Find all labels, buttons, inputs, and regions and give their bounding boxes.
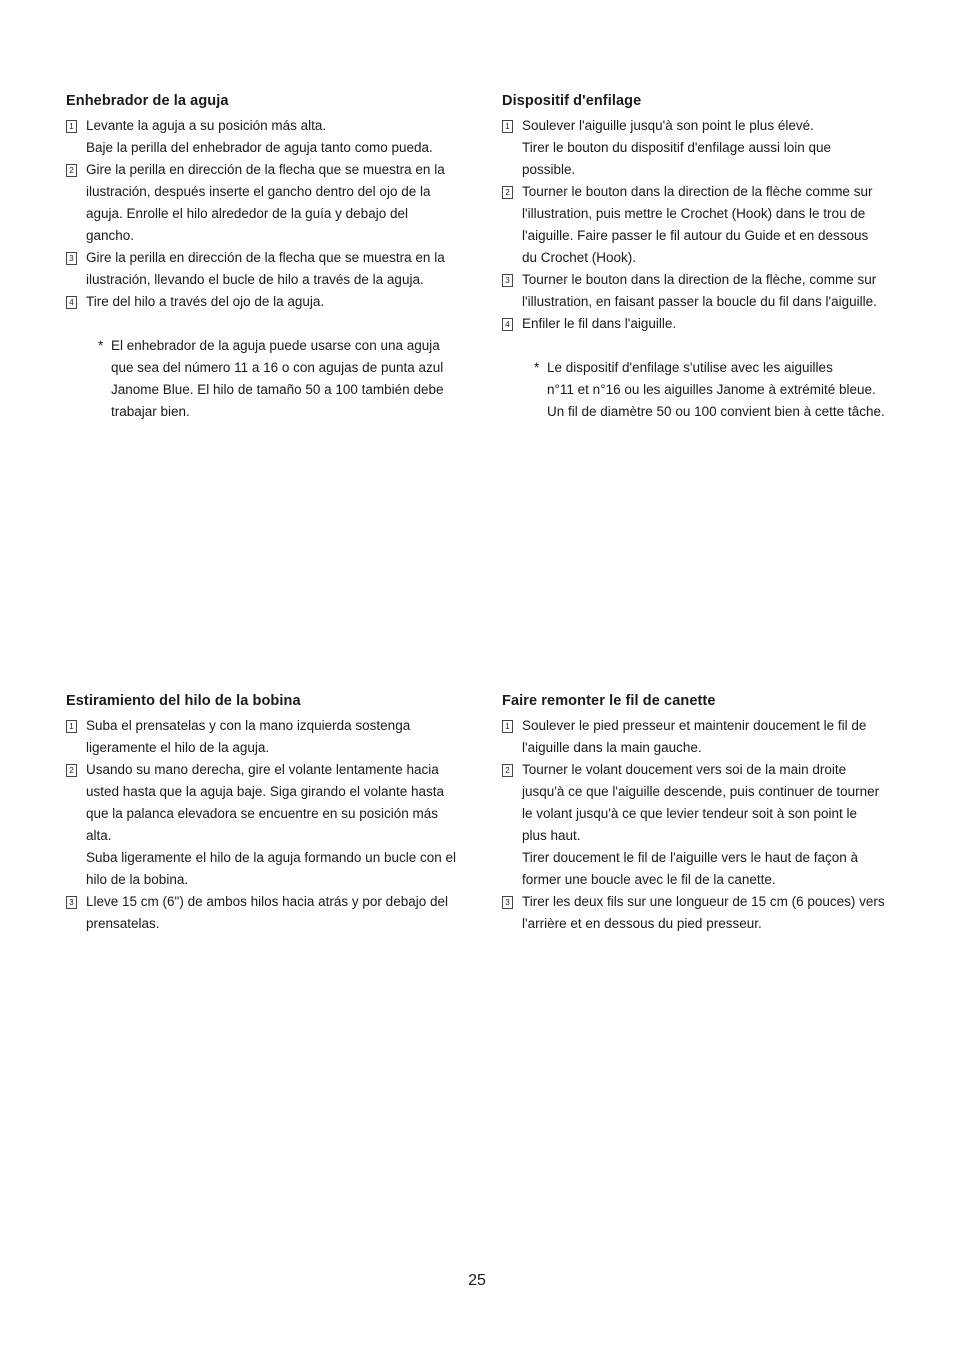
section-title: Dispositif d'enfilage	[502, 93, 642, 109]
step-line: Soulever le pied presseur et maintenir doucement le fil de	[522, 718, 867, 733]
note-line: Le dispositif d'enfilage s'utilise avec les aiguilles	[547, 360, 833, 375]
section-title: Enhebrador de la aguja	[66, 93, 229, 109]
step-line: ligeramente el hilo de la aguja.	[86, 740, 270, 755]
step-line: Gire la perilla en dirección de la flecha que se muestra en la	[86, 250, 445, 265]
step-line: Soulever l'aiguille jusqu'à son point le plus élevé.	[522, 118, 814, 133]
step-4	[502, 313, 932, 335]
step-line: ilustración, después inserte el gancho dentro del ojo de la	[86, 184, 431, 199]
step-3	[502, 891, 932, 935]
step-number-box: 2	[502, 186, 513, 199]
step-line: l'illustration, puis mettre le Crochet (Hook) dans le trou de	[522, 206, 866, 221]
section-estiramiento-hilo-bobina	[66, 691, 491, 935]
step-line: Enfiler le fil dans l'aiguille.	[522, 316, 677, 331]
step-line: Lleve 15 cm (6") de ambos hilos hacia atrás y por debajo del	[86, 894, 448, 909]
step-line: l'aiguille. Faire passer le fil autour du Guide et en dessous	[522, 228, 869, 243]
step-1	[502, 715, 932, 759]
step-number-box: 4	[66, 296, 77, 309]
note-line: trabajar bien.	[111, 404, 190, 419]
step-1	[502, 115, 932, 181]
step-line: Tirer le bouton du dispositif d'enfilage aussi loin que	[522, 140, 832, 155]
asterisk-marker: *	[534, 360, 540, 375]
step-line: aguja. Enrolle el hilo alrededor de la guía y debajo del	[86, 206, 408, 221]
step-line: plus haut.	[522, 828, 581, 843]
step-line: prensatelas.	[86, 916, 160, 931]
step-line: jusqu'à ce que l'aiguille descende, puis continuer de tourner	[522, 784, 880, 799]
step-line: possible.	[522, 162, 576, 177]
step-number-box: 1	[502, 120, 513, 133]
step-number-box: 1	[66, 120, 77, 133]
step-number-box: 3	[66, 896, 77, 909]
step-line: Tire del hilo a través del ojo de la aguja.	[86, 294, 325, 309]
note-line: Un fil de diamètre 50 ou 100 convient bien à cette tâche.	[547, 404, 885, 419]
step-1	[66, 715, 491, 759]
step-3	[66, 891, 491, 935]
step-line: hilo de la bobina.	[86, 872, 189, 887]
step-4	[66, 291, 491, 313]
step-line: usted hasta que la aguja baje. Siga girando el volante hasta	[86, 784, 445, 799]
step-line: Tourner le bouton dans la direction de la flèche, comme sur	[522, 272, 877, 287]
note-line: que sea del número 11 a 16 o con agujas de punta azul	[111, 360, 444, 375]
note	[66, 335, 491, 423]
step-number-box: 3	[66, 252, 77, 265]
asterisk-marker: *	[98, 338, 104, 353]
step-1	[66, 115, 491, 159]
step-number-box: 4	[502, 318, 513, 331]
step-line: Baje la perilla del enhebrador de aguja tanto como pueda.	[86, 140, 433, 155]
step-2	[66, 759, 491, 891]
step-number-box: 2	[502, 764, 513, 777]
step-line: Tirer doucement le fil de l'aiguille vers le haut de façon à	[522, 850, 859, 865]
note	[502, 357, 932, 423]
step-line: Tourner le volant doucement vers soi de la main droite	[522, 762, 847, 777]
step-line: former une boucle avec le fil de la canette.	[522, 872, 776, 887]
step-3	[502, 269, 932, 313]
step-line: Levante la aguja a su posición más alta.	[86, 118, 327, 133]
step-line: du Crochet (Hook).	[522, 250, 637, 265]
note-line: n°11 et n°16 ou les aiguilles Janome à extrémité bleue.	[547, 382, 876, 397]
step-line: que la palanca elevadora se encuentre en su posición más	[86, 806, 438, 821]
step-2	[66, 159, 491, 247]
step-line: Gire la perilla en dirección de la flecha que se muestra en la	[86, 162, 445, 177]
section-title: Faire remonter le fil de canette	[502, 693, 716, 709]
step-number-box: 3	[502, 896, 513, 909]
step-line: l'illustration, en faisant passer la boucle du fil dans l'aiguille.	[522, 294, 877, 309]
section-faire-remonter-fil-canette	[502, 691, 932, 935]
step-line: Usando su mano derecha, gire el volante lentamente hacia	[86, 762, 439, 777]
step-number-box: 1	[502, 720, 513, 733]
note-line: El enhebrador de la aguja puede usarse con una aguja	[111, 338, 440, 353]
section-enhebrador-de-la-aguja	[66, 91, 491, 423]
step-line: l'aiguille dans la main gauche.	[522, 740, 702, 755]
section-dispositif-enfilage	[502, 91, 932, 423]
step-number-box: 2	[66, 764, 77, 777]
step-line: Tirer les deux fils sur une longueur de 15 cm (6 pouces) vers	[522, 894, 885, 909]
step-line: Suba el prensatelas y con la mano izquierda sostenga	[86, 718, 411, 733]
step-2	[502, 759, 932, 891]
step-2	[502, 181, 932, 269]
step-line: le volant jusqu'à ce que levier tendeur soit à son point le	[522, 806, 858, 821]
step-line: l'arrière et en dessous du pied presseur.	[522, 916, 762, 931]
step-line: alta.	[86, 828, 112, 843]
step-line: ilustración, llevando el bucle de hilo a través de la aguja.	[86, 272, 424, 287]
step-line: gancho.	[86, 228, 135, 243]
step-number-box: 1	[66, 720, 77, 733]
step-3	[66, 247, 491, 291]
step-number-box: 3	[502, 274, 513, 287]
step-number-box: 2	[66, 164, 77, 177]
note-line: Janome Blue. El hilo de tamaño 50 a 100 también debe	[111, 382, 444, 397]
step-line: Suba ligeramente el hilo de la aguja formando un bucle con el	[86, 850, 456, 865]
page-number: 25	[468, 1272, 486, 1289]
step-line: Tourner le bouton dans la direction de la flèche comme sur	[522, 184, 873, 199]
section-title: Estiramiento del hilo de la bobina	[66, 693, 301, 709]
